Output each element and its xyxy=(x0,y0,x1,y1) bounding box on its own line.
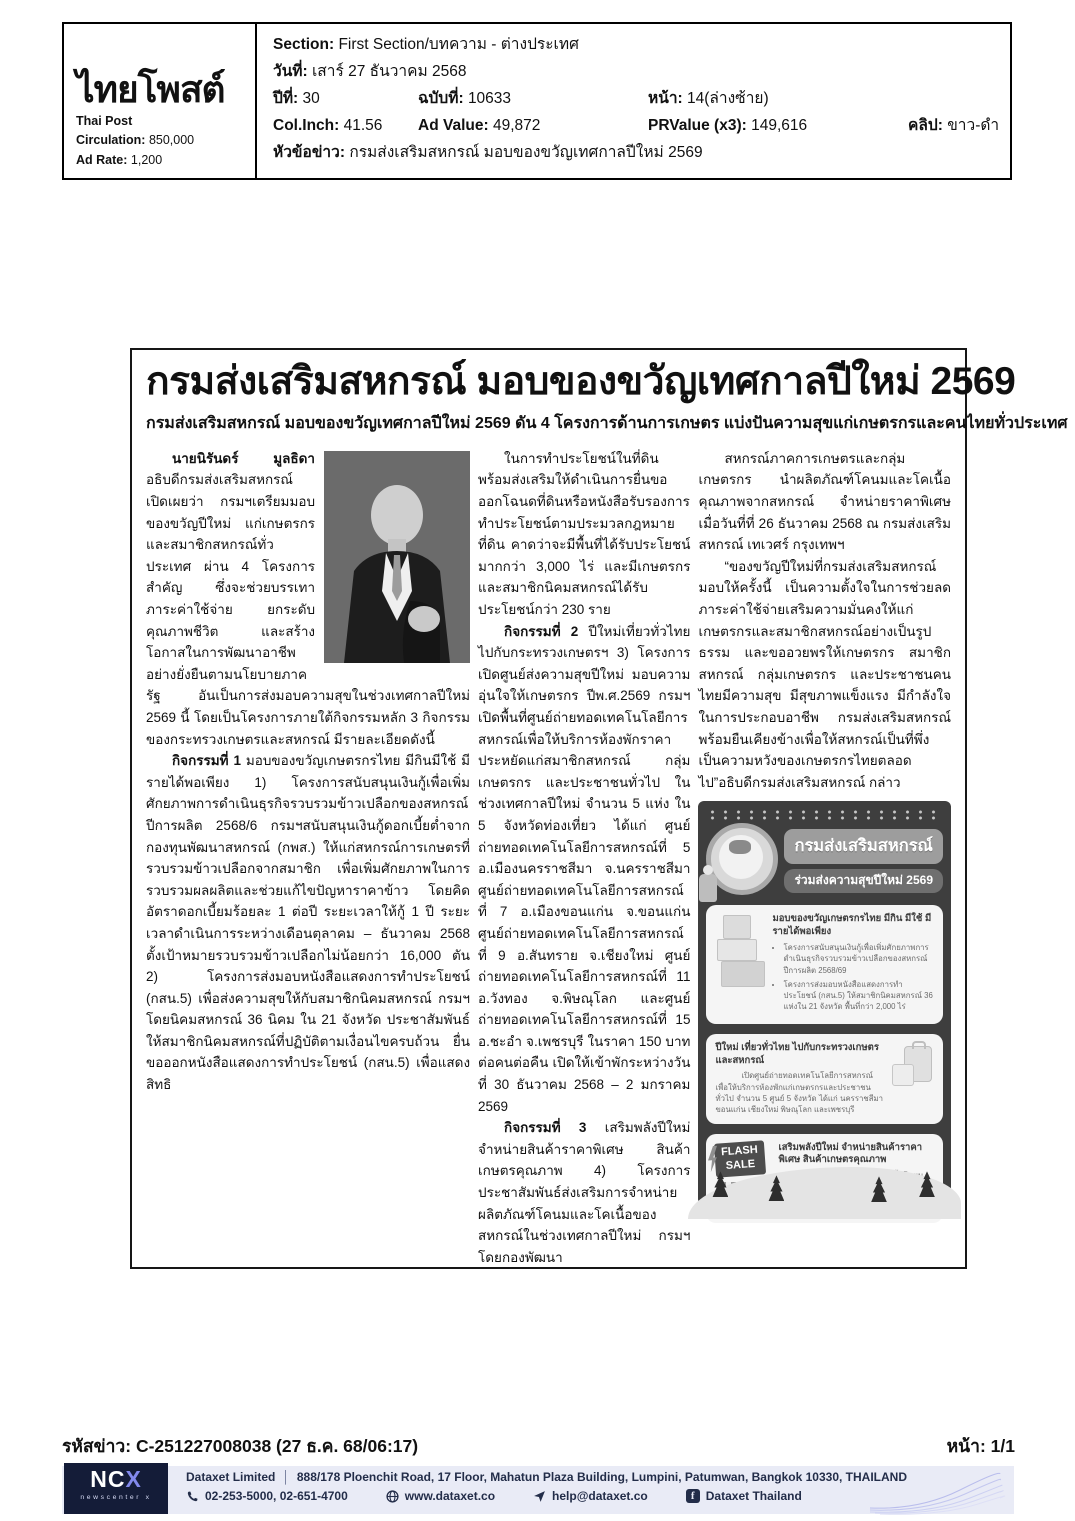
company-name: Dataxet Limited xyxy=(186,1470,276,1484)
new-year-infographic-poster xyxy=(698,801,951,1205)
poster-card1-bullet: • โครงการส่งมอบหนังสือแสดงการทำประโยชน์ (กสน.5) ให้สมาชิกนิคมสหกรณ์ 36 แห่งใน 21 จังหวัด พื้นที่กว่า 2,000 ไร่ xyxy=(783,979,934,1013)
poster-header xyxy=(706,823,943,895)
circulation-value: 850,000 xyxy=(148,133,195,148)
page-label: หน้า: xyxy=(648,90,683,107)
adrate-label: Ad Rate: xyxy=(76,152,128,167)
paragraph: “ของขวัญปีใหม่ที่กรมส่งเสริมสหกรณ์มอบให้ครั้งนี้ เป็นความตั้งใจในการช่วยลดภาระค่าใช้จ่ายเสริมความมั่นคงให้แก่เกษตรกรและสมาชิกสหกรณ์อย่างเป็นรูปธรรม และขออวยพรให้เกษตรกร สมาชิกสหกรณ์ กลุ่มเกษตรกร และประชาชนคนไทยมีความสุข มีสุขภาพแข็งแรง มีกำลังใจในการประกอบอาชีพ กรมส่งเสริมสหกรณ์พร้อมยืนเคียงข้างเพื่อให้สหกรณ์เป็นที่พึ่งเป็นความหวังของเกษตรกรไทยตลอดไป”อธิบดีกรมส่งเสริมสหกรณ์ กล่าว xyxy=(698,558,951,790)
flash-sale-word1: FLASH xyxy=(721,1143,759,1158)
paragraph: สหกรณ์ภาคการเกษตรและกลุ่มเกษตรกร นำผลิตภัณฑ์โคนมและโคเนื้อคุณภาพจากสหกรณ์ จำหน่ายราคาพิเศษ เมื่อวันที่ที่ 26 ธันวาคม 2568 ณ กรมส่งเสริมสหกรณ์ เทเวศร์ กรุงเทพฯ xyxy=(698,450,951,553)
paragraph-lead: กิจกรรมที่ 2 xyxy=(504,623,579,639)
article-column-2 xyxy=(478,448,690,1269)
flash-sale-word2: SALE xyxy=(725,1157,756,1172)
poster-card-gifts xyxy=(706,905,943,1023)
topic-label: หัวข้อข่าว: xyxy=(273,144,345,161)
year-label: ปีที่: xyxy=(273,90,299,107)
string-lights-decoration xyxy=(706,809,943,821)
wave-decoration xyxy=(870,1468,1000,1514)
clipping-meta-panel xyxy=(257,24,1010,178)
website-url: www.dataxet.co xyxy=(404,1489,496,1503)
news-code-value: C-251227008038 (27 ธ.ค. 68/06:17) xyxy=(135,1436,419,1456)
page-number: หน้า: 1/1 xyxy=(946,1436,1015,1456)
department-emblem xyxy=(729,840,751,854)
prvalue-label: PRValue (x3): xyxy=(648,117,747,134)
news-code-line xyxy=(62,1432,418,1460)
circulation-label: Circulation: xyxy=(76,133,146,148)
paragraph: กิจกรรมที่ 3 เสริมพลังปีใหม่ จำหน่ายสินค้าราคาพิเศษ สินค้าเกษตรคุณภาพ 4) โครงการประชาสัมพันธ์ส่งเสริมการจำหน่ายผลิตภัณฑ์โคนมและโคเนื้อของสหกรณ์ในช่วงเทศกาลปีใหม่ กรมฯโดยกองพัฒนา xyxy=(478,1120,691,1265)
publication-panel xyxy=(64,24,257,178)
facebook-page-name: Dataxet Thailand xyxy=(705,1489,802,1503)
paragraph: นายนิรันดร์ มูลธิดา อธิบดีกรมส่งเสริมสหกรณ์ เปิดเผยว่า กรมฯเตรียมมอบของขวัญปีใหม่ แก่เกษตรกรและสมาชิกสหกรณ์ทั่วประเทศ ผ่าน 4 โครงการสำคัญ ซึ่งจะช่วยบรรเทาภาระค่าใช้จ่าย ยกระดับคุณภาพชีวิต และสร้างโอกาสในการพัฒนาอาชีพอย่างยั่งยืนตามนโยบายภาครัฐ อันเป็นการส่งมอบความสุขในช่วงเทศกาลปีใหม่ 2569 นี้ โดยเป็นโครงการภายใต้กิจกรรมหลัก 3 กิจกรรมของกระทรวงเกษตรและสหกรณ์ มีรายละเอียดดังนี้ xyxy=(146,450,471,747)
clip-value: ขาว-ดำ xyxy=(947,117,1000,134)
poster-title: กรมส่งเสริมสหกรณ์ xyxy=(784,829,942,864)
ncx-logo: NCX newscenter x xyxy=(64,1463,168,1514)
footer-contact-info xyxy=(186,1470,907,1503)
phone-icon xyxy=(186,1490,199,1503)
portrait-illustration xyxy=(324,451,470,663)
advalue-label: Ad Value: xyxy=(418,117,489,134)
poster-card1-title: มอบของขวัญเกษตรกรไทย มีกิน มีใช้ มีรายได้พอเพียง xyxy=(772,913,932,938)
clip-label: คลิป: xyxy=(908,117,943,134)
paragraph: กิจกรรมที่ 1 มอบของขวัญเกษตรกรไทย มีกินมีใช้ มีรายได้พอเพียง 1) โครงการสนับสนุนเงินกู้เพื่อเพิ่มศักยภาพการดำเนินธุรกิจรวบรวมข้าวเปลือกของสหกรณ์ ปีการผลิต 2568/6 กรมฯสนับสนุนเงินกู้ดอกเบี้ยต่ำจากกองทุนพัฒนาสหกรณ์ (กพส.) ให้แก่สหกรณ์การเกษตรที่รวบรวมข้าวเปลือกจากสมาชิก เพื่อเพิ่มศักยภาพในการรวบรวมผลผลิตและช่วยแก้ไขปัญหาราคาข้าว โดยคิดอัตราดอกเบี้ยมร้อยละ 1 ต่อปี ระยะเวลาให้กู้ 1 ปี ระยะเวลาดำเนินการระหว่างเดือนตุลาคม – ธันวาคม 2568 ตั้งเป้าหมายรวบรวมข้าวเปลือกไม่น้อยกว่า 16,000 ตัน 2) โครงการส่งมอบหนังสือแสดงการทำประโยชน์ (กสน.5) เพื่อส่งความสุขให้กับสมาชิกนิคมสหกรณ์ กรมฯโดยนิคมสหกรณ์ 36 นิคม ใน 21 จังหวัด ประชาสัมพันธ์ให้สมาชิกนิคมสหกรณ์ที่ปฏิบัติตามเงื่อนไขครบถ้วน ยื่นขอออกหนังสือแสดงการทำประโยชน์ (กสน.5) เพื่อแสดงสิทธิ xyxy=(146,753,471,1093)
article-column-1 xyxy=(146,448,470,1269)
date-value: เสาร์ 27 ธันวาคม 2568 xyxy=(312,63,467,80)
poster-card2-title: ปีใหม่ เที่ยวทั่วไทย ไปกับกระทรวงเกษตรและสหกรณ์ xyxy=(715,1041,879,1066)
article-headline: กรมส่งเสริมสหกรณ์ มอบของขวัญเทศกาลปีใหม่ 2569 xyxy=(146,360,1016,403)
article-column-3 xyxy=(698,448,951,1269)
publication-meta xyxy=(76,112,194,170)
portrait-photo xyxy=(324,451,470,663)
ncx-tagline: newscenter x xyxy=(80,1494,152,1501)
globe-icon xyxy=(386,1490,399,1503)
poster-card3-title: เสริมพลังปีใหม่ จำหน่ายสินค้าราคาพิเศษ สินค้าเกษตรคุณภาพ xyxy=(778,1141,923,1166)
page-value: 14(ล่างซ้าย) xyxy=(687,90,769,107)
article-subhead: กรมส่งเสริมสหกรณ์ มอบของขวัญเทศกาลปีใหม่ 2569 ดัน 4 โครงการด้านการเกษตร แบ่งปันความสุขแก่เกษตรกรและคนไทยทั่วประเทศ xyxy=(146,414,1068,432)
phone-numbers: 02-253-5000, 02-651-4700 xyxy=(205,1489,348,1503)
paragraph: กิจกรรมที่ 2 ปีใหม่เที่ยวทั่วไทย ไปกับกระทรวงเกษตรฯ 3) โครงการเปิดศูนย์ส่งความสุขปีใหม่ มอบความอุ่นใจให้เกษตรกร ปีพ.ศ.2569 กรมฯเปิดพื้นที่ศูนย์ถ่ายทอดเทคโนโลยีการสหกรณ์เพื่อให้บริการห้องพักราคาประหยัดแก่สมาชิกสหกรณ์ กลุ่มเกษตรกร และประชาชนทั่วไป ในช่วงเทศกาลปีใหม่ จำนวน 5 แห่ง ใน 5 จังหวัดท่องเที่ยว ได้แก่ ศูนย์ถ่ายทอดเทคโนโลยีการสหกรณ์ที่ 5 อ.เมืองนครราชสีมา จ.นครราชสีมา ศูนย์ถ่ายทอดเทคโนโลยีการสหกรณ์ที่ 7 อ.เมืองขอนแก่น จ.ขอนแก่น ศูนย์ถ่ายทอดเทคโนโลยีการสหกรณ์ที่ 9 อ.สันทราย จ.เชียงใหม่ ศูนย์ถ่ายทอดเทคโนโลยีการสหกรณ์ที่ 11 อ.วังทอง จ.พิษณุโลก และศูนย์ถ่ายทอดเทคโนโลยีการสหกรณ์ที่ 15 อ.ชะอำ จ.เพชรบุรี ในราคา 150 บาทต่อคนต่อคืน เปิดให้เข้าพักระหว่างวันที่ 30 ธันวาคม 2568 – 2 มกราคม 2569 xyxy=(478,623,691,1114)
company-address: 888/178 Ploenchit Road, 17 Floor, Mahatun Plaza Building, Lumpini, Patumwan, Bangkok 10330, THAILAND xyxy=(296,1470,907,1484)
colinch-value: 41.56 xyxy=(343,117,383,134)
send-icon xyxy=(533,1490,546,1503)
section-value: First Section/บทความ - ต่างประเทศ xyxy=(338,36,579,53)
email-address: help@dataxet.co xyxy=(552,1489,648,1503)
poster-card1-bullet: • โครงการสนับสนุนเงินกู้เพื่อเพิ่มศักยภาพการดำเนินธุรกิจรวบรวมข้าวเปลือกของสหกรณ์ ปีการผลิต 2568/69 xyxy=(783,942,934,976)
poster-card2-text: เปิดศูนย์ถ่ายทอดเทคโนโลยีการสหกรณ์ เพื่อให้บริการห้องพักแก่เกษตรกรและประชาชนทั่วไป จำนวน 5 ศูนย์ 5 จังหวัด ได้แก่ นครราชสีมา ขอนแก่น เชียงใหม่ พิษณุโลก และเพชรบุรี xyxy=(715,1071,883,1115)
topic-value: กรมส่งเสริมสหกรณ์ มอบของขวัญเทศกาลปีใหม่ 2569 xyxy=(349,144,703,161)
article-body xyxy=(146,448,951,1269)
issue-label: ฉบับที่: xyxy=(418,90,464,107)
date-label: วันที่: xyxy=(273,63,308,80)
santa-illustration xyxy=(699,874,717,902)
wreath-badge xyxy=(706,823,778,895)
gift-stack-illustration xyxy=(715,913,765,1015)
thai-post-logo: ไทยโพสต์ xyxy=(76,69,225,110)
issue-value: 10633 xyxy=(467,90,512,107)
facebook-icon: f xyxy=(686,1489,700,1503)
adrate-value: 1,200 xyxy=(130,152,163,167)
article-clipping xyxy=(130,348,1068,1269)
section-label: Section: xyxy=(273,36,335,53)
advalue-value: 49,872 xyxy=(492,117,541,134)
luggage-illustration xyxy=(890,1042,934,1116)
paragraph-lead: นายนิรันดร์ มูลธิดา xyxy=(172,450,316,466)
paragraph: ในการทำประโยชน์ในที่ดิน พร้อมส่งเสริมให้ดำเนินการยื่นขอออกโฉนดที่ดินหรือหนังสือรับรองการทำประโยชน์ตามประมวลกฎหมายที่ดิน คาดว่าจะมีพื้นที่ได้รับประโยชน์มากกว่า 3,000 ไร่ และมีเกษตรกรและสมาชิกนิคมสหกรณ์ได้รับประโยชน์กว่า 230 ราย xyxy=(478,450,691,617)
poster-subtitle: ร่วมส่งความสุขปีใหม่ 2569 xyxy=(784,869,943,893)
poster-card-travel xyxy=(706,1034,943,1124)
year-value: 30 xyxy=(302,90,320,107)
separator: │ xyxy=(282,1470,290,1484)
colinch-label: Col.Inch: xyxy=(273,117,340,134)
clipping-header xyxy=(62,22,1012,180)
paragraph-lead: กิจกรรมที่ 3 xyxy=(504,1120,587,1136)
news-code-label: รหัสข่าว: xyxy=(62,1436,132,1456)
publication-name: Thai Post xyxy=(76,113,133,128)
paragraph-lead: กิจกรรมที่ 1 xyxy=(172,753,241,769)
prvalue-value: 149,616 xyxy=(751,117,808,134)
